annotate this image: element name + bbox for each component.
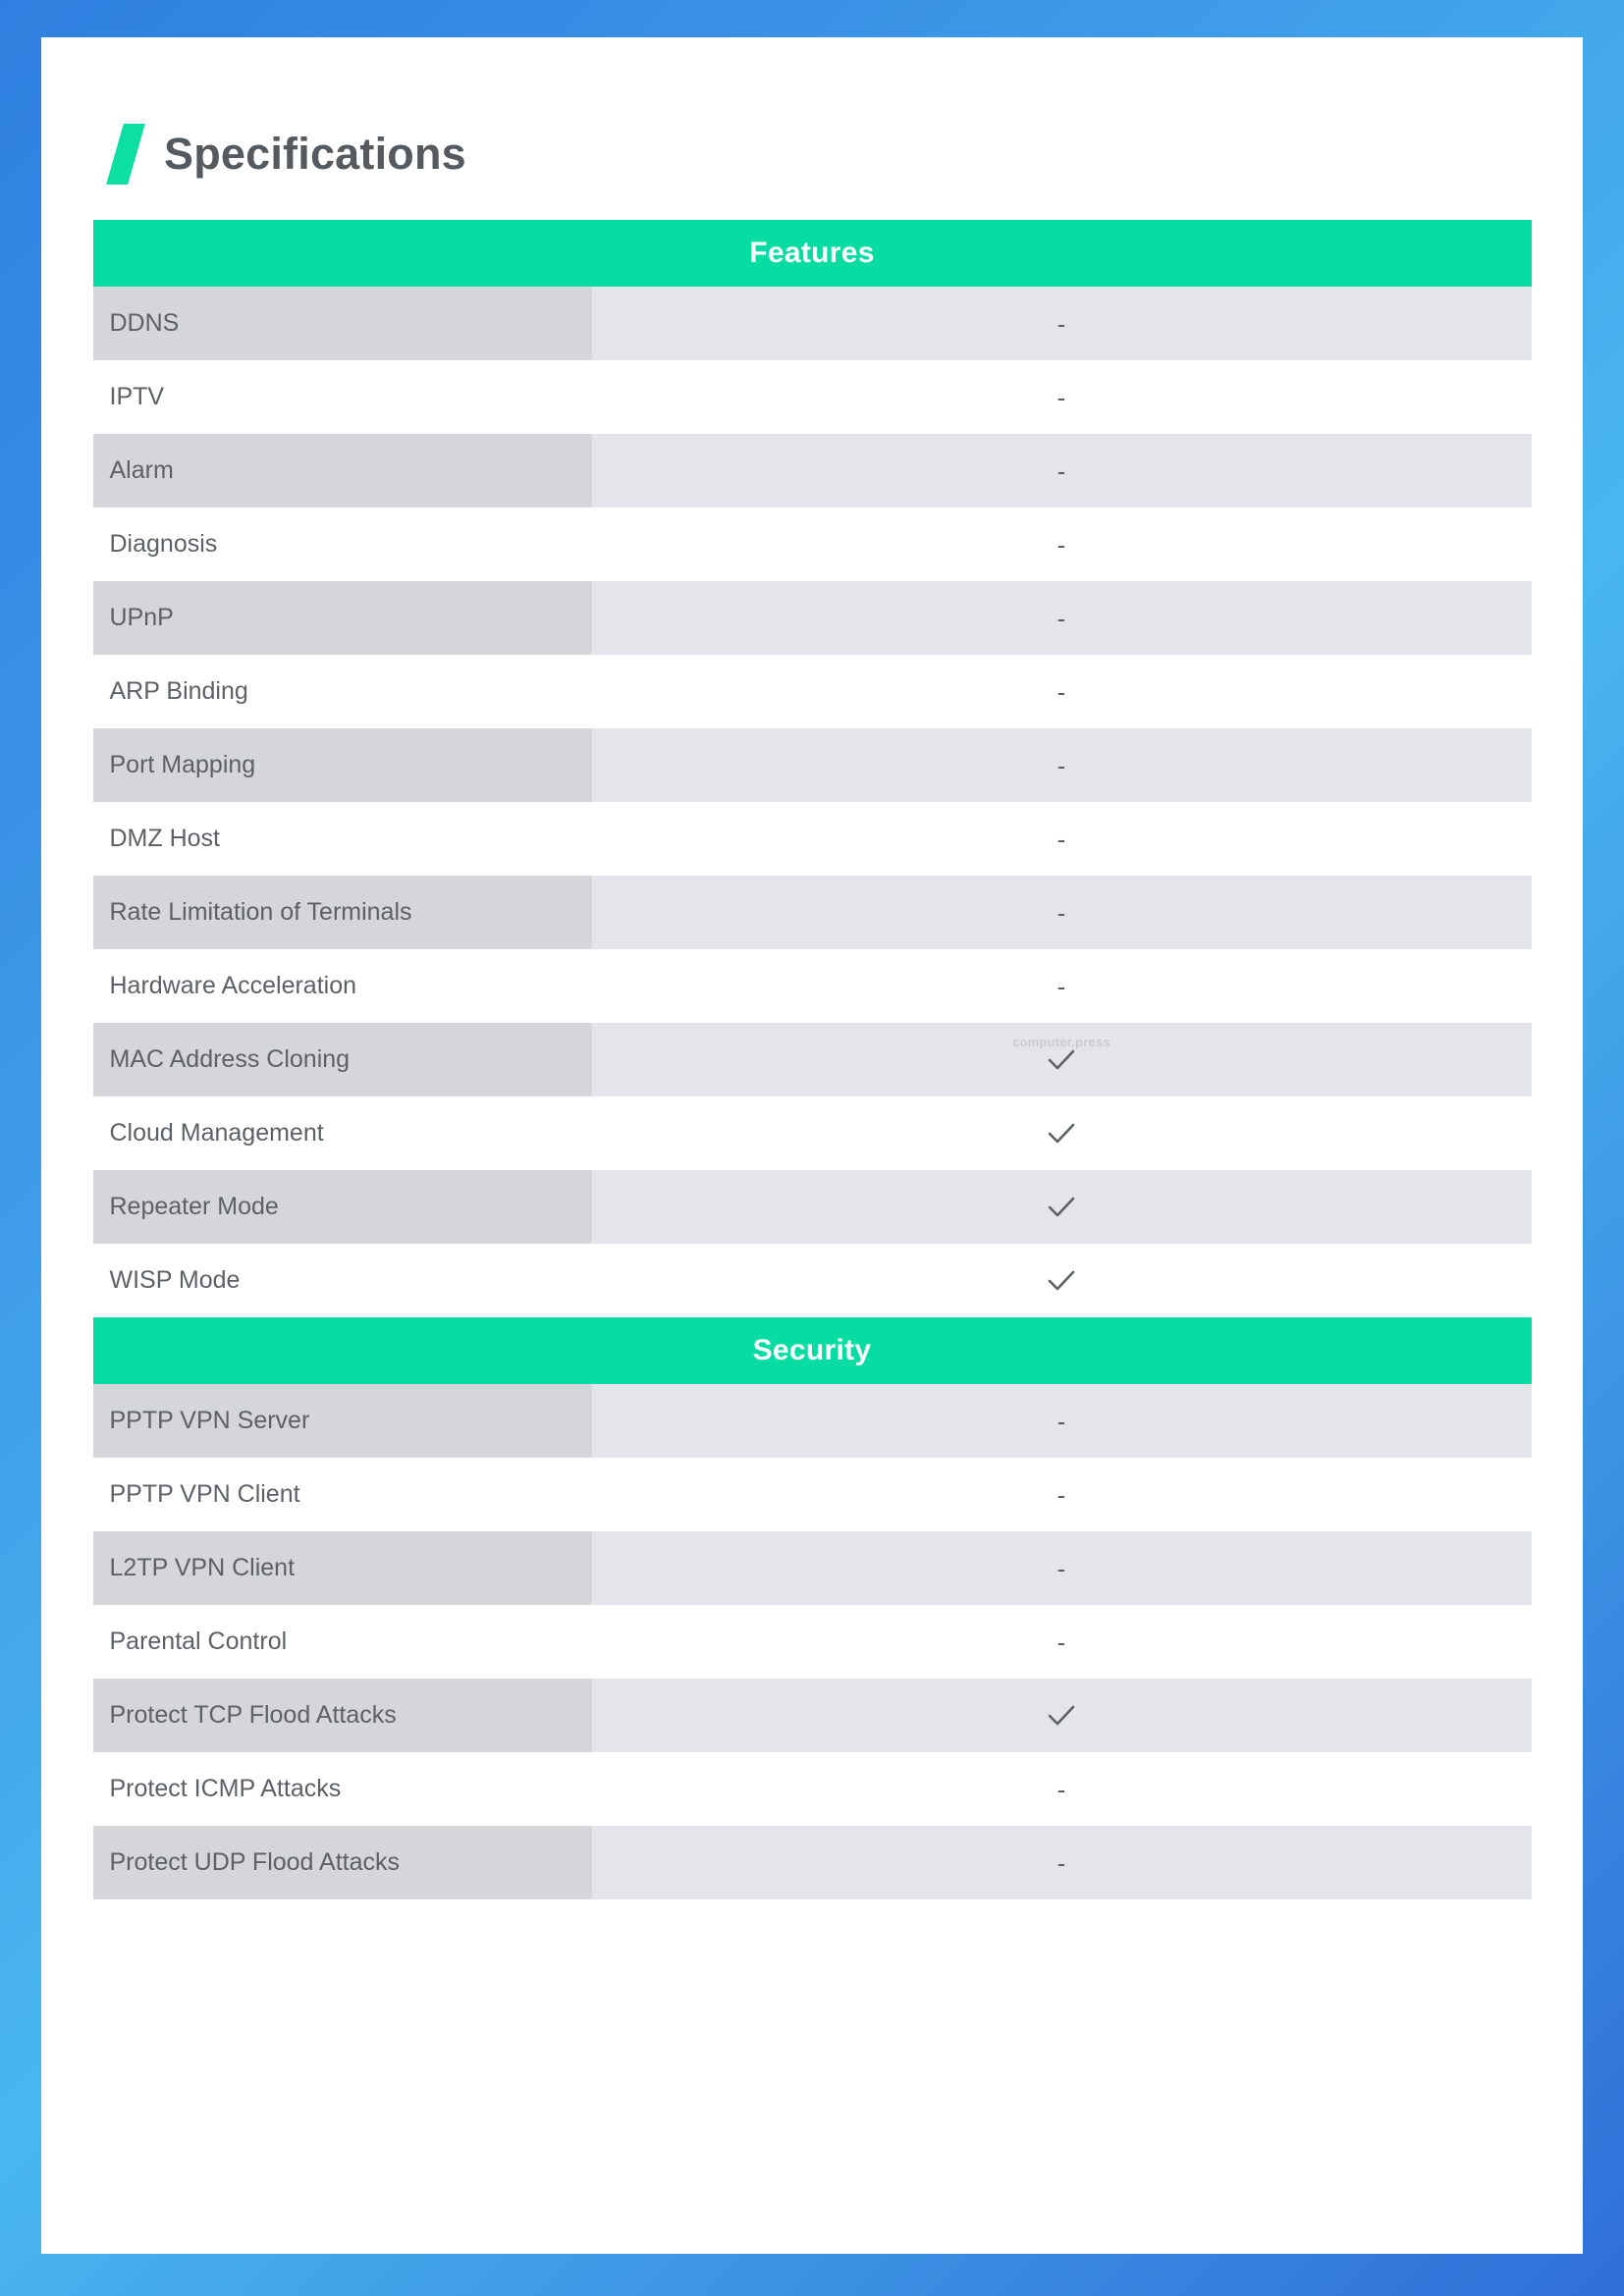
table-row bbox=[93, 434, 1532, 507]
slash-accent-icon bbox=[106, 124, 145, 185]
spec-value bbox=[592, 728, 1532, 802]
section-heading: Security bbox=[93, 1317, 1532, 1384]
spec-value-text: - bbox=[1056, 455, 1066, 486]
table-row bbox=[93, 1384, 1532, 1458]
spec-label: Diagnosis bbox=[93, 507, 592, 581]
spec-value bbox=[592, 434, 1532, 507]
spec-value-text: - bbox=[1056, 676, 1066, 707]
spec-value-text: - bbox=[1056, 529, 1066, 560]
spec-label: Protect TCP Flood Attacks bbox=[93, 1679, 592, 1752]
spec-value bbox=[592, 1752, 1532, 1826]
spec-value-text: - bbox=[1056, 897, 1066, 928]
spec-value bbox=[592, 581, 1532, 655]
spec-label: Parental Control bbox=[93, 1605, 592, 1679]
table-row bbox=[93, 728, 1532, 802]
spec-value-text: - bbox=[1056, 1774, 1066, 1804]
table-row bbox=[93, 802, 1532, 876]
table-row bbox=[93, 1826, 1532, 1899]
watermark: computer.press bbox=[1012, 1035, 1110, 1049]
spec-value bbox=[592, 1605, 1532, 1679]
table-row bbox=[93, 581, 1532, 655]
spec-value bbox=[592, 1170, 1532, 1244]
spec-value-text: - bbox=[1056, 1847, 1066, 1878]
check-icon bbox=[1046, 1192, 1077, 1223]
table-row bbox=[93, 1244, 1532, 1317]
spec-value bbox=[592, 1096, 1532, 1170]
table-row bbox=[93, 949, 1532, 1023]
spec-label: Repeater Mode bbox=[93, 1170, 592, 1244]
spec-label: Cloud Management bbox=[93, 1096, 592, 1170]
spec-value-text: - bbox=[1056, 1627, 1066, 1657]
spec-label: UPnP bbox=[93, 581, 592, 655]
table-row bbox=[93, 1023, 1532, 1096]
spec-label: Protect UDP Flood Attacks bbox=[93, 1826, 592, 1899]
spec-label: Port Mapping bbox=[93, 728, 592, 802]
table-row bbox=[93, 1170, 1532, 1244]
spec-value bbox=[592, 360, 1532, 434]
spec-label: DMZ Host bbox=[93, 802, 592, 876]
spec-value bbox=[592, 949, 1532, 1023]
spec-label: IPTV bbox=[93, 360, 592, 434]
check-icon bbox=[1046, 1265, 1077, 1297]
table-row bbox=[93, 876, 1532, 949]
table-row bbox=[93, 287, 1532, 360]
spec-value bbox=[592, 1384, 1532, 1458]
table-row bbox=[93, 1605, 1532, 1679]
spec-value-text: - bbox=[1056, 382, 1066, 412]
check-icon bbox=[1046, 1044, 1077, 1076]
spec-value bbox=[592, 1826, 1532, 1899]
table-row bbox=[93, 1752, 1532, 1826]
spec-label: MAC Address Cloning bbox=[93, 1023, 592, 1096]
spec-label: PPTP VPN Client bbox=[93, 1458, 592, 1531]
table-row bbox=[93, 1458, 1532, 1531]
spec-value-text: - bbox=[1056, 308, 1066, 339]
spec-value-text: - bbox=[1056, 1406, 1066, 1436]
spec-label: L2TP VPN Client bbox=[93, 1531, 592, 1605]
spec-value-text: - bbox=[1056, 1479, 1066, 1510]
spec-value-text: - bbox=[1056, 603, 1066, 633]
table-row bbox=[93, 1679, 1532, 1752]
spec-label: WISP Mode bbox=[93, 1244, 592, 1317]
spec-label: ARP Binding bbox=[93, 655, 592, 728]
check-icon bbox=[1046, 1118, 1077, 1149]
spec-value bbox=[592, 1458, 1532, 1531]
page-title: Specifications bbox=[164, 129, 466, 179]
spec-value bbox=[592, 1023, 1532, 1096]
spec-value bbox=[592, 876, 1532, 949]
spec-value bbox=[592, 507, 1532, 581]
spec-value bbox=[592, 1679, 1532, 1752]
spec-value bbox=[592, 802, 1532, 876]
specifications-table bbox=[93, 220, 1532, 1899]
page-header bbox=[41, 37, 1583, 185]
spec-label: PPTP VPN Server bbox=[93, 1384, 592, 1458]
table-row bbox=[93, 1531, 1532, 1605]
spec-value bbox=[592, 1531, 1532, 1605]
spec-label: Alarm bbox=[93, 434, 592, 507]
spec-label: Rate Limitation of Terminals bbox=[93, 876, 592, 949]
spec-value-text: - bbox=[1056, 750, 1066, 780]
table-row bbox=[93, 655, 1532, 728]
spec-value bbox=[592, 287, 1532, 360]
spec-value-text: - bbox=[1056, 1553, 1066, 1583]
table-row bbox=[93, 507, 1532, 581]
spec-value bbox=[592, 655, 1532, 728]
check-icon bbox=[1046, 1700, 1077, 1732]
spec-label: DDNS bbox=[93, 287, 592, 360]
spec-label: Protect ICMP Attacks bbox=[93, 1752, 592, 1826]
table-row bbox=[93, 360, 1532, 434]
table-row bbox=[93, 1096, 1532, 1170]
spec-value-text: - bbox=[1056, 971, 1066, 1001]
spec-value-text: - bbox=[1056, 824, 1066, 854]
spec-label: Hardware Acceleration bbox=[93, 949, 592, 1023]
specifications-page bbox=[41, 37, 1583, 2254]
spec-value bbox=[592, 1244, 1532, 1317]
section-heading: Features bbox=[93, 220, 1532, 287]
